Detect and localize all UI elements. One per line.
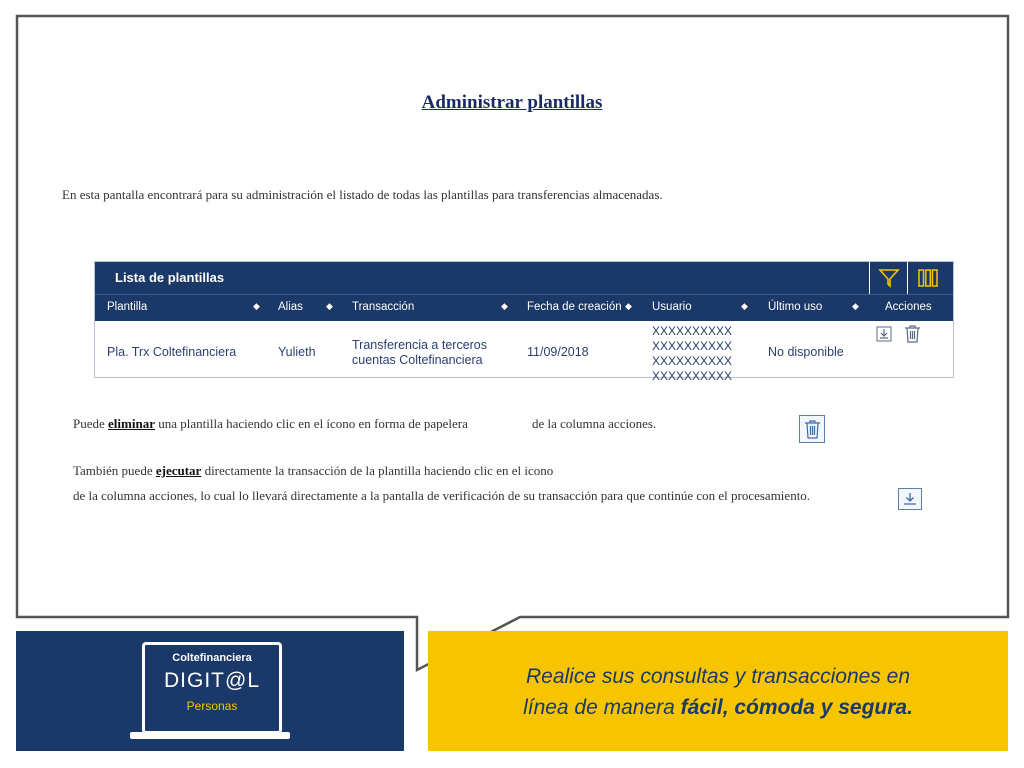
- col-alias[interactable]: Alias: [278, 301, 303, 313]
- sort-transaccion-icon[interactable]: ◆: [501, 301, 508, 311]
- cell-transaccion-line2: cuentas Coltefinanciera: [352, 353, 483, 367]
- cell-ultimo-uso: No disponible: [768, 345, 844, 359]
- slogan-line-2-regular: línea de manera: [523, 696, 681, 719]
- brand-personas: Personas: [186, 699, 238, 713]
- sort-fecha-icon[interactable]: ◆: [625, 301, 632, 311]
- usuario-line-3: XXXXXXXXXX: [652, 354, 733, 368]
- instruction-delete-keyword: eliminar: [108, 416, 155, 431]
- usuario-line-4: XXXXXXXXXX: [652, 369, 733, 383]
- templates-table: [94, 261, 954, 383]
- slogan-banner: [428, 631, 1008, 751]
- sort-alias-icon[interactable]: ◆: [326, 301, 333, 311]
- instruction-execute-text: directamente la transacción de la plantilla haciendo clic en el icono: [201, 463, 554, 478]
- instruction-delete: [73, 416, 468, 432]
- instruction-delete-prefix: Puede: [73, 416, 109, 431]
- table-title-bar: [95, 262, 953, 294]
- download-icon: [902, 492, 918, 507]
- col-ultimo-uso[interactable]: Último uso: [768, 301, 823, 313]
- col-fecha[interactable]: Fecha de creación: [527, 301, 622, 313]
- trash-example-box: [799, 415, 825, 443]
- cell-usuario: [652, 324, 742, 383]
- trash-icon: [904, 325, 921, 343]
- instruction-execute-continued: de la columna acciones, lo cual lo llevará directamente a la pantalla de verificación de su transacción para que continúe con el procesamiento.: [73, 488, 811, 503]
- sort-usuario-icon[interactable]: ◆: [741, 301, 748, 311]
- table-title: Lista de plantillas: [115, 270, 225, 285]
- brand-name: Coltefinanciera: [172, 652, 252, 664]
- cell-fecha: 11/09/2018: [527, 345, 589, 359]
- brand-banner: [16, 631, 404, 751]
- usuario-line-2: XXXXXXXXXX: [652, 339, 733, 353]
- cell-alias: Yulieth: [278, 345, 316, 359]
- brand-digital: DIGIT@L: [164, 669, 260, 692]
- col-acciones: Acciones: [885, 301, 932, 313]
- sort-plantilla-icon[interactable]: ◆: [253, 301, 260, 311]
- page-title: Administrar plantillas: [421, 92, 603, 113]
- row-delete-button[interactable]: [904, 325, 921, 348]
- usuario-line-1: XXXXXXXXXX: [652, 324, 733, 338]
- instruction-execute: [73, 463, 553, 479]
- columns-icon: [917, 268, 939, 288]
- filter-button[interactable]: [869, 262, 908, 294]
- table-header-row: [95, 294, 953, 321]
- slogan-line-1: Realice sus consultas y transacciones en: [525, 665, 911, 688]
- trash-icon: [804, 420, 821, 439]
- instruction-delete-tail: de la columna acciones.: [532, 416, 657, 431]
- laptop-base-icon: [130, 732, 290, 739]
- col-transaccion[interactable]: Transacción: [352, 301, 415, 313]
- cell-transaccion: [352, 338, 487, 368]
- brand-logo: [142, 642, 282, 734]
- instruction-delete-text: una plantilla haciendo clic en el ícono en forma de papelera: [154, 416, 468, 431]
- columns-button[interactable]: [907, 262, 948, 294]
- row-download-button[interactable]: [876, 326, 892, 347]
- slogan-line-2-bold: fácil, cómoda y segura.: [680, 696, 913, 719]
- instruction-execute-keyword: ejecutar: [155, 463, 202, 478]
- download-icon: [876, 326, 892, 342]
- col-usuario[interactable]: Usuario: [652, 301, 692, 313]
- cell-transaccion-line1: Transferencia a terceros: [352, 338, 488, 352]
- download-example-box: [898, 488, 922, 510]
- instruction-execute-prefix: También puede: [73, 463, 156, 478]
- filter-icon: [878, 268, 900, 288]
- slogan-text: [428, 661, 1008, 723]
- intro-text: En esta pantalla encontrará para su administración el listado de todas las plantillas para transferencias almacenadas.: [62, 187, 663, 202]
- col-plantilla[interactable]: Plantilla: [107, 301, 148, 313]
- cell-plantilla: Pla. Trx Coltefinanciera: [107, 345, 237, 359]
- sort-ultimo-uso-icon[interactable]: ◆: [852, 301, 859, 311]
